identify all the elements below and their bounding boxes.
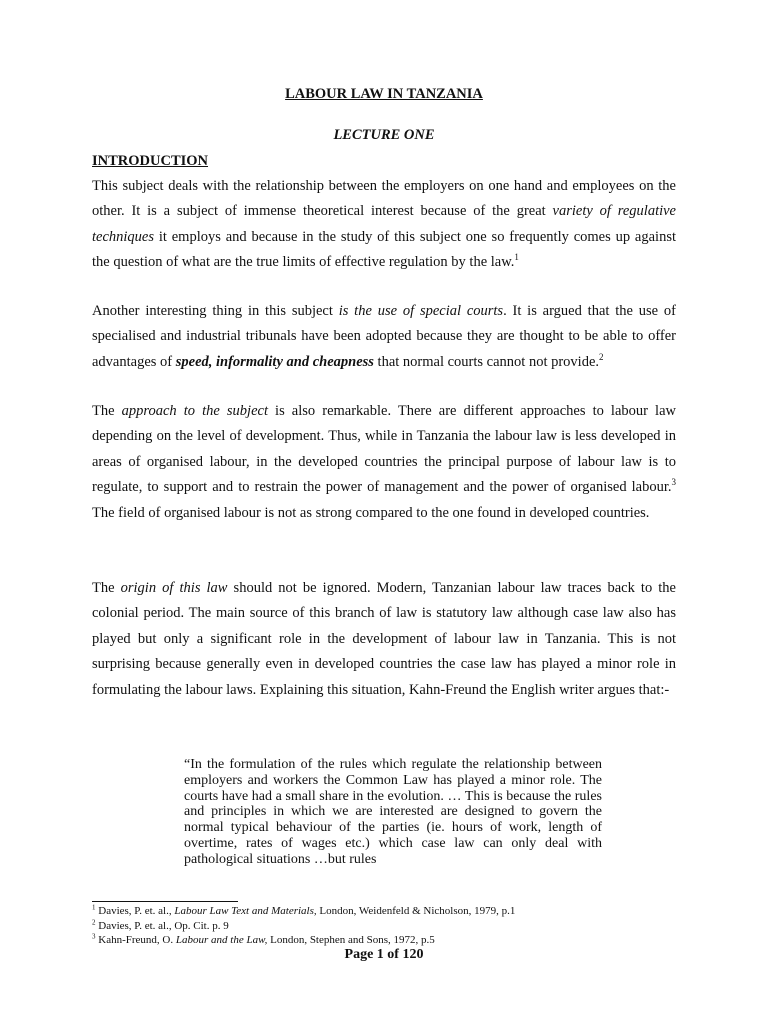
paragraph-special-courts xyxy=(92,299,676,375)
block-quote: “In the formulation of the rules which regulate the relationship between employers and workers the Common Law has played a minor role. The courts have had a small share in the evolution. … This is because the rules and principles in which we are interested are designed to govern the normal typical behaviour of the parties (ie. hours of work, length of overtime, rates of wages etc.) which case law can only deal with pathological situations …but rules xyxy=(184,757,602,867)
text-run: The xyxy=(92,580,121,596)
footnote-text: London, Stephen and Sons, 1972, p.5 xyxy=(267,934,435,946)
footnote-number: 1 xyxy=(92,903,96,912)
text-run: Another interesting thing in this subject xyxy=(92,303,339,319)
paragraph-approach xyxy=(92,399,676,526)
text-run: The field of organised labour is not as strong compared to the one found in developed countries. xyxy=(92,504,650,521)
text-run: . It is argued that the use of specialised and industrial tribunals have been adopted because they are thought to be able to offer advantages of xyxy=(92,303,676,370)
document-title: LABOUR LAW IN TANZANIA xyxy=(285,86,483,102)
footnote-2 xyxy=(92,919,692,934)
footnote-separator xyxy=(92,901,238,902)
paragraph-introduction xyxy=(92,174,676,276)
footnote-ref[interactable]: 2 xyxy=(599,351,604,362)
footnote-text: Davies, P. et. al., Op. Cit. p. 9 xyxy=(95,919,229,932)
footnote-title: Labour Law Text and Materials, xyxy=(174,905,317,917)
footnote-number: 2 xyxy=(92,917,96,926)
footnote-number: 3 xyxy=(92,932,96,941)
lecture-subtitle: LECTURE ONE xyxy=(333,127,435,143)
text-run: it employs and because in the study of this subject one so frequently comes up against the question of what are the true limits of effective regulation by the law. xyxy=(92,228,676,271)
paragraph-origin xyxy=(92,576,676,703)
emphasis-text: origin of this law xyxy=(120,580,228,596)
emphasis-text: approach to the subject xyxy=(121,403,268,419)
strong-emphasis-text: speed, informality and cheapness xyxy=(175,353,374,370)
emphasis-text: variety of regulative techniques xyxy=(92,203,676,245)
text-run: is also remarkable. There are different approaches to labour law depending on the level of development. Thus, while in Tanzania the labour law is less developed in areas of organised labour, in the developed countries the principal purpose of labour law is to regulate, to support and to restrain the power of management and the power of organised labour. xyxy=(92,403,676,496)
footnote-title: Labour and the Law, xyxy=(175,934,268,946)
emphasis-text: is the use of special courts xyxy=(338,303,504,319)
footnote-text: London, Weidenfeld & Nicholson, 1979, p.1 xyxy=(316,905,516,917)
footnote-text: Kahn-Freund, O. xyxy=(95,934,176,946)
page-number: Page 1 of 120 xyxy=(344,947,424,962)
footnotes xyxy=(92,904,692,948)
text-run: should not be ignored. Modern, Tanzanian labour law traces back to the colonial period. The main source of this branch of law is statutory law although case law also has played but only a significant role in the development of labour law in Tanzania. This is not surprising because generally even in developed countries the case law has played a minor role in formulating the labour laws. Explaining this situation, Kahn-Freund the English writer argues that:- xyxy=(92,580,676,698)
text-run: This subject deals with the relationship between the employers on one hand and employees on the other. It is a subject of immense theoretical interest because of the great xyxy=(92,178,676,220)
text-run: The xyxy=(92,403,122,419)
footnote-3 xyxy=(92,933,692,948)
footnote-1 xyxy=(92,904,692,919)
footnote-ref[interactable]: 3 xyxy=(671,477,676,488)
text-run: that normal courts cannot not provide. xyxy=(373,353,600,370)
section-heading-introduction: INTRODUCTION xyxy=(92,153,209,169)
footnote-text: Davies, P. et. al., xyxy=(95,905,175,917)
footnote-ref[interactable]: 1 xyxy=(514,252,519,263)
